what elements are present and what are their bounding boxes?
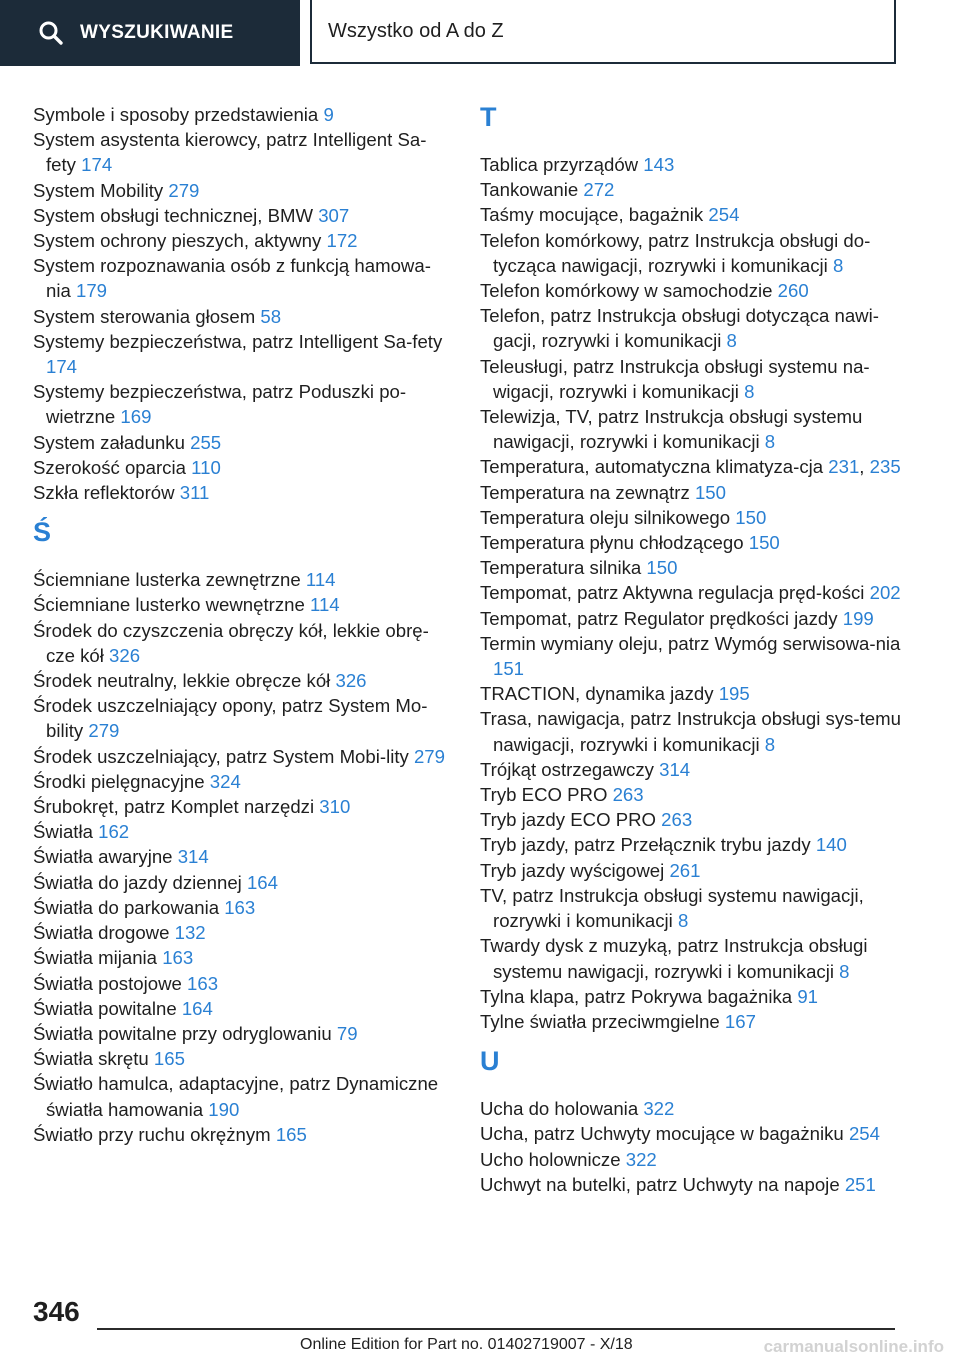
- index-entry-text: TV, patrz Instrukcja obsługi systemu nawigacji, rozrywki i komunikacji: [480, 884, 864, 932]
- index-entry: [33, 618, 453, 668]
- index-entry-text: Uchwyt na butelki, patrz Uchwyty na napoje: [480, 1173, 840, 1195]
- page-link[interactable]: 202: [869, 582, 901, 604]
- index-entry-text: Środek uszczelniający, patrz System Mobi-lity: [33, 745, 409, 767]
- index-entry: [480, 480, 920, 505]
- page-link[interactable]: 110: [191, 456, 221, 478]
- index-entry: [480, 606, 920, 631]
- index-entry: [33, 480, 453, 505]
- page-link[interactable]: 163: [224, 896, 256, 918]
- search-icon: [38, 20, 64, 46]
- page-link[interactable]: 314: [177, 846, 209, 868]
- index-entry: [33, 592, 453, 617]
- index-entry-text: Tryb jazdy ECO PRO: [480, 809, 656, 831]
- page-link[interactable]: 199: [842, 607, 874, 629]
- a-to-z-tab[interactable]: [310, 0, 896, 64]
- index-entry-text: Środek neutralny, lekkie obręcze kół: [33, 670, 331, 692]
- index-entry: [480, 832, 920, 857]
- index-entry-text: Tryb jazdy, patrz Przełącznik trybu jazdy: [480, 834, 811, 856]
- index-entry: [33, 668, 453, 693]
- index-entry-text: Światła postojowe: [33, 972, 182, 994]
- index-entry-text: Tylna klapa, patrz Pokrywa bagażnika: [480, 985, 793, 1007]
- index-entry: [480, 1172, 920, 1197]
- page-link[interactable]: 279: [88, 720, 120, 742]
- index-entry-text: Środek uszczelniający opony, patrz System Mo-bility: [33, 695, 428, 742]
- index-entry-text: Światła powitalne: [33, 997, 177, 1019]
- index-entry-text: Tryb ECO PRO: [480, 784, 608, 806]
- index-entry-text: Światło hamulca, adaptacyjne, patrz Dynamiczne światła hamowania: [33, 1073, 439, 1120]
- page-link[interactable]: 169: [120, 406, 152, 428]
- page-link[interactable]: 8: [677, 910, 689, 932]
- index-entry: [480, 505, 920, 530]
- page-link[interactable]: 231: [828, 456, 860, 478]
- index-entry-text: Światła do parkowania: [33, 896, 220, 918]
- page-link[interactable]: 263: [612, 784, 644, 806]
- index-entry-text: System ochrony pieszych, aktywny: [33, 230, 322, 252]
- index-entry-text: Ucho holownicze: [480, 1148, 621, 1170]
- index-entry-text: Taśmy mocujące, bagażnik: [480, 204, 704, 226]
- index-entry-text: System rozpoznawania osób z funkcją hamowa-nia: [33, 255, 431, 302]
- index-entry: [33, 971, 453, 996]
- index-entry: [33, 844, 453, 869]
- index-entry: [480, 580, 920, 605]
- index-entry-text: Śrubokręt, patrz Komplet narzędzi: [33, 796, 315, 818]
- page-link[interactable]: 8: [764, 733, 776, 755]
- index-entry: [33, 379, 453, 429]
- index-entry-text: System obsługi technicznej, BMW: [33, 204, 314, 226]
- page-link[interactable]: 195: [718, 683, 750, 705]
- page-link[interactable]: 91: [797, 985, 818, 1007]
- page-link[interactable]: 162: [98, 821, 130, 843]
- index-entry: [33, 769, 453, 794]
- page-link[interactable]: 307: [318, 204, 350, 226]
- index-entry: [480, 530, 920, 555]
- page-link[interactable]: 190: [208, 1098, 240, 1120]
- index-entry: [33, 1046, 453, 1071]
- index-entry: [480, 404, 920, 454]
- index-entry: [480, 807, 920, 832]
- page-link[interactable]: 8: [726, 330, 737, 352]
- index-entry-text: Tylne światła przeciwmgielne: [480, 1010, 720, 1032]
- index-entry: [480, 1147, 920, 1172]
- page-link[interactable]: 167: [724, 1010, 756, 1032]
- page-link[interactable]: 8: [832, 254, 844, 276]
- page-link[interactable]: 326: [335, 670, 367, 692]
- footer-divider: [97, 1328, 895, 1330]
- index-entry-text: Światła awaryjne: [33, 846, 173, 868]
- watermark: carmanualsonline.info: [763, 1337, 944, 1356]
- index-letter-heading: Ś: [33, 517, 52, 548]
- index-column-right: [480, 102, 920, 1197]
- index-entry-text: Światła do jazdy dziennej: [33, 871, 242, 893]
- page-link[interactable]: 174: [46, 356, 78, 378]
- index-entry-text: Światła skrętu: [33, 1048, 149, 1070]
- index-entry: [480, 1121, 920, 1146]
- index-entry: [480, 631, 920, 681]
- page-link[interactable]: 260: [777, 280, 809, 302]
- index-entry: [480, 681, 920, 706]
- page-link[interactable]: 58: [260, 305, 282, 327]
- page-number: 346: [33, 1296, 80, 1327]
- page-link[interactable]: 140: [815, 834, 847, 856]
- index-letter-heading: T: [480, 102, 497, 132]
- index-entry: [33, 203, 453, 228]
- index-entry-text: Środek do czyszczenia obręczy kół, lekkie obrę-cze kół: [33, 619, 429, 666]
- index-entry-text: Temperatura, automatyczna klimatyza-cja: [480, 456, 824, 478]
- index-entry: [33, 744, 453, 769]
- page-link[interactable]: 314: [659, 758, 691, 780]
- index-entry: [33, 253, 453, 303]
- index-entry-text: Tankowanie: [480, 179, 579, 201]
- index-entry: [33, 920, 453, 945]
- page-link[interactable]: 8: [744, 380, 755, 402]
- index-entry-text: Szkła reflektorów: [33, 482, 175, 504]
- index-entry-text: Ściemniane lusterko wewnętrzne: [33, 594, 305, 616]
- index-entry: [480, 883, 920, 933]
- index-entry: [33, 1021, 453, 1046]
- page-link[interactable]: 150: [646, 557, 678, 579]
- index-entry-text: Twardy dysk z muzyką, patrz Instrukcja obsługi systemu nawigacji, rozrywki i komunikacji: [480, 935, 868, 982]
- top-navigation: [0, 0, 960, 66]
- index-entry: [33, 945, 453, 970]
- page-link[interactable]: 255: [190, 431, 222, 453]
- index-entry-text: Tablica przyrządów: [480, 154, 639, 175]
- page-link[interactable]: 174: [81, 154, 113, 176]
- index-entry: [480, 354, 920, 404]
- index-entry: [480, 1009, 920, 1034]
- index-entry: [33, 304, 453, 329]
- index-entry: [33, 870, 453, 895]
- index-entry-text: System asystenta kierowcy, patrz Intelligent Sa-fety: [33, 129, 427, 176]
- index-entry-text: TRACTION, dynamika jazdy: [480, 683, 714, 705]
- index-entry-text: Ściemniane lusterka zewnętrzne: [33, 569, 301, 591]
- index-entry: [33, 693, 453, 743]
- index-entry-text: Temperatura silnika: [480, 557, 642, 579]
- page-link[interactable]: 322: [625, 1148, 657, 1170]
- page-link[interactable]: 163: [187, 972, 219, 994]
- index-entry-text: Systemy bezpieczeństwa, patrz Intelligent Sa-fety: [33, 330, 443, 352]
- index-entry: [480, 933, 920, 983]
- page-link[interactable]: 150: [694, 481, 726, 503]
- index-entry: [480, 228, 920, 278]
- index-entry: [480, 858, 920, 883]
- index-entry: [33, 567, 453, 592]
- page-link[interactable]: 311: [179, 482, 210, 504]
- index-entry-text: Środki pielęgnacyjne: [33, 770, 205, 792]
- index-entry-text: Trasa, nawigacja, patrz Instrukcja obsługi sys-temu nawigacji, rozrywki i komunikacji: [480, 708, 901, 755]
- page-link[interactable]: 165: [275, 1123, 307, 1145]
- index-entry-text: Światła powitalne przy odryglowaniu: [33, 1022, 332, 1044]
- index-entry-text: System sterowania głosem: [33, 305, 256, 327]
- index-entry: [480, 782, 920, 807]
- search-tab[interactable]: [0, 0, 300, 66]
- edition-note: Online Edition for Part no. 01402719007 - X/18: [300, 1336, 633, 1353]
- page-link[interactable]: 279: [413, 745, 445, 767]
- index-entry: [33, 102, 453, 127]
- page-link[interactable]: 165: [153, 1048, 185, 1070]
- index-entry-text: Telefon komórkowy w samochodzie: [480, 280, 773, 302]
- page-link[interactable]: 163: [162, 947, 194, 969]
- page-link[interactable]: 164: [181, 997, 213, 1019]
- page-link[interactable]: 114: [309, 594, 340, 616]
- index-entry-text: Tempomat, patrz Aktywna regulacja pręd-kości: [480, 582, 865, 604]
- page-link[interactable]: 150: [735, 506, 767, 528]
- index-entry: [33, 794, 453, 819]
- index-entry-text: Światła mijania: [33, 947, 158, 969]
- page-link[interactable]: 8: [764, 431, 776, 453]
- index-entry-text: System załadunku: [33, 431, 185, 453]
- page-link[interactable]: 9: [323, 104, 334, 125]
- index-entry-text: Telewizja, TV, patrz Instrukcja obsługi systemu nawigacji, rozrywki i komunikacji: [480, 406, 863, 453]
- index-entry: [480, 984, 920, 1009]
- index-entry: [33, 127, 453, 177]
- index-entry-text: System Mobility: [33, 179, 164, 201]
- index-entry: [33, 1122, 453, 1147]
- index-entry-text: Tryb jazdy wyścigowej: [480, 859, 665, 881]
- page-link[interactable]: 150: [748, 532, 780, 554]
- index-entry-text: Tempomat, patrz Regulator prędkości jazdy: [480, 607, 838, 629]
- index-entry: [33, 228, 453, 253]
- page-link[interactable]: 114: [305, 569, 336, 591]
- page-link[interactable]: 8: [839, 960, 850, 982]
- index-letter-heading: U: [480, 1046, 500, 1077]
- index-entry-text: Światła: [33, 821, 93, 843]
- index-column-left: [33, 102, 453, 1147]
- index-entry: [33, 1071, 453, 1121]
- page-link[interactable]: 279: [168, 179, 200, 201]
- index-entry-text: Światło przy ruchu okrężnym: [33, 1123, 271, 1145]
- page-link[interactable]: 179: [76, 280, 108, 302]
- page-link[interactable]: 151: [493, 658, 525, 680]
- page-link[interactable]: 326: [109, 644, 141, 666]
- index-entry: [33, 996, 453, 1021]
- page-link[interactable]: 263: [661, 809, 693, 831]
- index-entry: [480, 757, 920, 782]
- a-to-z-tab-label: Wszystko od A do Z: [328, 19, 504, 42]
- page-link[interactable]: 261: [669, 859, 701, 881]
- index-entry-text: Światła drogowe: [33, 922, 170, 944]
- index-entry: [33, 895, 453, 920]
- index-entry: [33, 329, 453, 379]
- page-link[interactable]: 310: [319, 796, 351, 818]
- index-entry-text: Ucha do holowania: [480, 1098, 639, 1120]
- page-link[interactable]: 251: [844, 1173, 876, 1195]
- index-entry: [33, 178, 453, 203]
- index-entry: [480, 278, 920, 303]
- page-link[interactable]: 254: [708, 204, 740, 226]
- index-entry-text: Szerokość oparcia: [33, 456, 186, 478]
- page-link[interactable]: 254: [848, 1123, 880, 1145]
- index-entry-text: Systemy bezpieczeństwa, patrz Poduszki po-wietrzne: [33, 381, 407, 428]
- index-entry-text: Termin wymiany oleju, patrz Wymóg serwisowa-nia: [480, 632, 901, 654]
- page-link[interactable]: 172: [326, 230, 358, 252]
- index-entry: Temperatura, automatyczna klimatyza-cja 231, 235: [480, 456, 901, 478]
- page-link[interactable]: 235: [869, 456, 901, 478]
- index-entry-text: Symbole i sposoby przedstawienia: [33, 104, 319, 125]
- index-entry: [480, 202, 920, 227]
- page-link[interactable]: 132: [174, 922, 206, 944]
- index-entry: [33, 430, 453, 455]
- index-entry: [480, 706, 920, 756]
- page-link[interactable]: 164: [246, 871, 278, 893]
- index-entry: [480, 303, 920, 353]
- page-link[interactable]: 79: [336, 1022, 358, 1044]
- page-link[interactable]: 143: [643, 154, 675, 175]
- index-entry-text: Telefon komórkowy, patrz Instrukcja obsługi do-tycząca nawigacji, rozrywki i komunikacji: [480, 229, 871, 276]
- index-entry: [480, 152, 920, 177]
- page-link[interactable]: 272: [583, 179, 615, 201]
- index-entry-text: Temperatura płynu chłodzącego: [480, 532, 744, 554]
- index-entry-text: Temperatura oleju silnikowego: [480, 506, 731, 528]
- index-entry: [480, 177, 920, 202]
- index-entry-text: Ucha, patrz Uchwyty mocujące w bagażniku: [480, 1123, 844, 1145]
- page-link[interactable]: 324: [209, 770, 241, 792]
- index-entry-text: Trójkąt ostrzegawczy: [480, 758, 654, 780]
- index-entry: [33, 819, 453, 844]
- index-entry: [33, 455, 453, 480]
- index-entry-text: Telefon, patrz Instrukcja obsługi dotycząca nawi-gacji, rozrywki i komunikacji: [480, 305, 879, 352]
- search-tab-label: WYSZUKIWANIE: [80, 22, 234, 43]
- index-entry: [480, 1096, 920, 1121]
- index-entry-text: Temperatura na zewnątrz: [480, 481, 690, 503]
- page-link[interactable]: 322: [643, 1098, 675, 1120]
- index-entry-text: Teleusługi, patrz Instrukcja obsługi systemu na-wigacji, rozrywki i komunikacji: [480, 355, 870, 402]
- index-entry: [480, 555, 920, 580]
